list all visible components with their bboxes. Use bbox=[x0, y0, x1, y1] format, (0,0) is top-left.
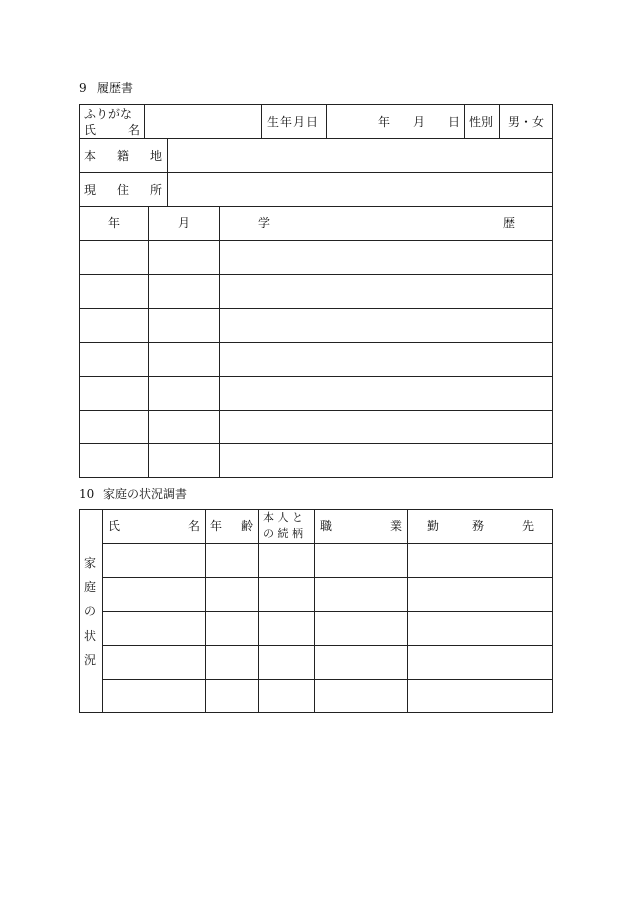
birth-year-label: 年 bbox=[378, 115, 391, 129]
address-input[interactable] bbox=[168, 173, 551, 205]
family-relation-header-2: の 続 柄 bbox=[263, 527, 303, 540]
table-border-bottom bbox=[79, 712, 553, 713]
section9-number: 9 bbox=[79, 81, 87, 95]
row-divider bbox=[102, 543, 553, 544]
table-border-left bbox=[79, 509, 80, 712]
address-char-2: 住 bbox=[117, 183, 130, 197]
row-divider bbox=[102, 645, 553, 646]
furigana-label: ふりがな bbox=[84, 107, 133, 121]
side-label-char: の bbox=[84, 604, 97, 618]
col-divider bbox=[261, 104, 262, 138]
row-divider bbox=[79, 308, 553, 309]
address-char-3: 所 bbox=[150, 183, 163, 197]
col-divider bbox=[499, 104, 500, 138]
row-divider bbox=[79, 240, 553, 241]
honseki-char-2: 籍 bbox=[117, 149, 130, 163]
row-divider bbox=[79, 342, 553, 343]
row-divider bbox=[79, 443, 553, 444]
side-label-char: 庭 bbox=[84, 580, 97, 594]
family-name-header-1: 氏 bbox=[108, 519, 121, 533]
family-name-header-2: 名 bbox=[188, 519, 201, 533]
table-border-left bbox=[79, 104, 80, 477]
family-work-header-2: 務 bbox=[472, 519, 485, 533]
section10-number: 10 bbox=[79, 487, 95, 501]
col-divider bbox=[148, 206, 149, 477]
row-divider bbox=[102, 577, 553, 578]
honseki-char-3: 地 bbox=[150, 149, 163, 163]
history-month-header: 月 bbox=[178, 216, 191, 230]
table-border-right bbox=[552, 509, 553, 712]
family-work-header-3: 先 bbox=[522, 519, 535, 533]
name-input[interactable] bbox=[145, 105, 260, 137]
col-divider bbox=[205, 509, 206, 712]
col-divider bbox=[219, 206, 220, 477]
col-divider bbox=[464, 104, 465, 138]
table-border-top bbox=[79, 509, 553, 510]
section9-title: 履歴書 bbox=[97, 81, 134, 95]
name-label-right: 名 bbox=[128, 123, 141, 137]
row-divider bbox=[79, 206, 553, 207]
family-job-header-2: 業 bbox=[390, 519, 403, 533]
history-year-header: 年 bbox=[108, 216, 121, 230]
col-divider bbox=[407, 509, 408, 712]
side-label-char: 家 bbox=[84, 556, 97, 570]
side-label-char: 状 bbox=[84, 629, 97, 643]
sex-label: 性別 bbox=[469, 115, 494, 129]
table-border-bottom bbox=[79, 477, 553, 478]
row-divider bbox=[102, 611, 553, 612]
honseki-char-1: 本 bbox=[84, 149, 97, 163]
birth-month-label: 月 bbox=[413, 115, 426, 129]
side-label-char: 況 bbox=[84, 653, 97, 667]
row-divider bbox=[79, 410, 553, 411]
col-divider bbox=[258, 509, 259, 712]
family-age-header-1: 年 bbox=[210, 519, 223, 533]
row-divider bbox=[79, 274, 553, 275]
row-divider bbox=[79, 376, 553, 377]
honseki-input[interactable] bbox=[168, 139, 551, 171]
table-border-right bbox=[552, 104, 553, 477]
col-divider bbox=[102, 509, 103, 712]
address-char-1: 現 bbox=[84, 183, 97, 197]
section10-title: 家庭の状況調書 bbox=[103, 487, 188, 501]
family-age-header-2: 齢 bbox=[241, 519, 254, 533]
family-work-header-1: 勤 bbox=[427, 519, 440, 533]
birth-day-label: 日 bbox=[448, 115, 461, 129]
sex-options[interactable]: 男・女 bbox=[508, 115, 545, 129]
history-gaku-header: 学 bbox=[258, 216, 271, 230]
family-job-header-1: 職 bbox=[320, 519, 333, 533]
birthdate-label: 生年月日 bbox=[267, 115, 320, 129]
birthdate-input[interactable] bbox=[327, 105, 463, 137]
col-divider bbox=[314, 509, 315, 712]
row-divider bbox=[102, 679, 553, 680]
family-relation-header-1: 本 人 と bbox=[263, 511, 303, 524]
history-reki-header: 歴 bbox=[503, 216, 516, 230]
name-label-left: 氏 bbox=[84, 123, 97, 137]
